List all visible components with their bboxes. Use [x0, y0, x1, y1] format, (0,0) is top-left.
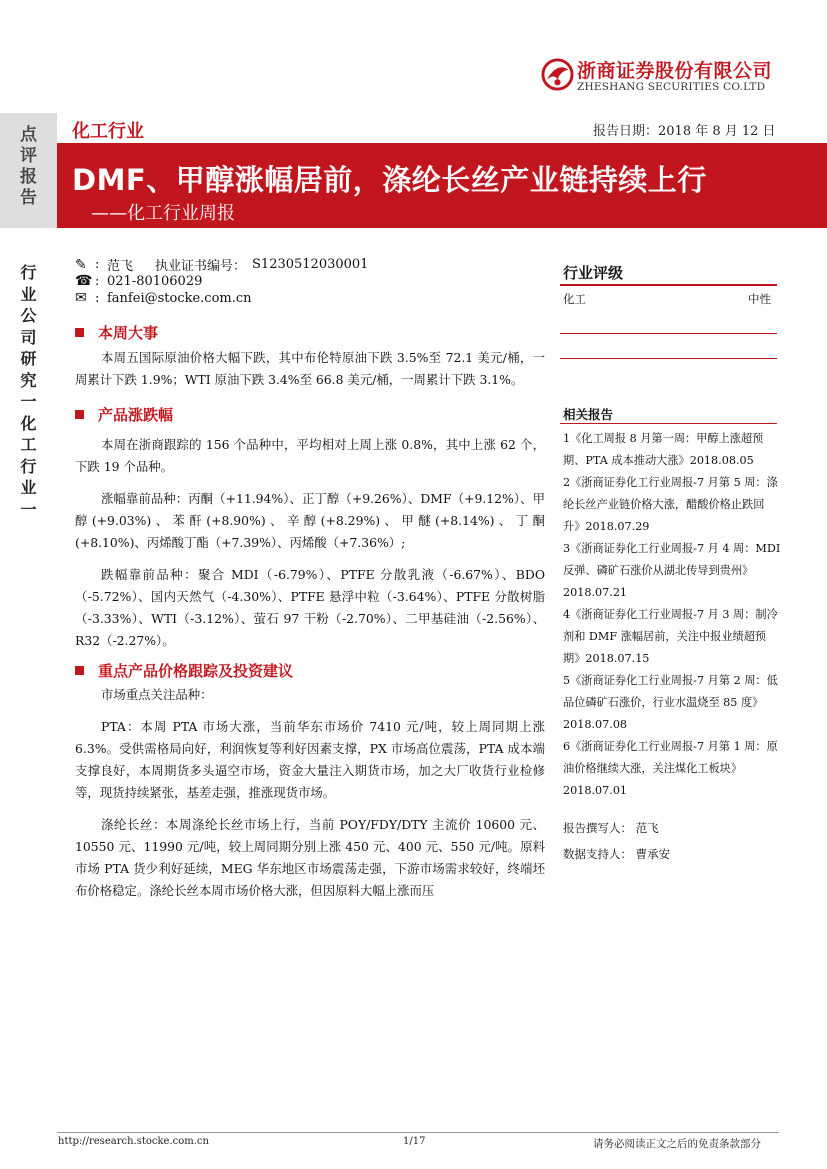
footer-url[interactable]: http://research.stocke.com.cn — [58, 1136, 209, 1147]
vertical-char: 业 — [20, 478, 37, 497]
divider — [560, 423, 777, 424]
company-name-en: ZHESHANG SECURITIES CO.LTD — [577, 81, 766, 93]
analyst-phone-row: ☎ : 021-80106029 — [75, 273, 203, 289]
vertical-char: 究 — [20, 370, 37, 390]
rating-industry: 化工 — [563, 292, 586, 306]
related-report-item[interactable]: 4《浙商证券化工行业周报-7 月 3 周：制冷剂和 DMF 涨幅居前，关注中报业绩超预期》2018.07.15 — [563, 608, 778, 665]
vertical-char: 点 — [20, 125, 37, 145]
vertical-char: 行 — [20, 263, 37, 282]
company-name-cn: 浙商证券股份有限公司 — [577, 60, 773, 82]
divider — [560, 333, 777, 334]
divider — [560, 358, 777, 359]
related-report-item[interactable]: 6《浙商证券化工行业周报-7 月第 1 周：原油价格继续大涨，关注煤化工板块》2018.07.01 — [563, 740, 778, 797]
paragraph: 跌幅靠前品种：聚合 MDI（-6.79%）、PTFE 分散乳液（-6.67%）、BDO（-5.72%）、国内天然气（-4.30%）、PTFE 悬浮中粒（-3.64%）、PTFE 分散树脂（-3.33%）、WTI（-3.12%）、萤石 97 干粉（-2.70%）、二甲基硅油（-2.56%）、R32（-2.27%）。 — [75, 567, 545, 648]
related-report-item[interactable]: 3《浙商证券化工行业周报-7 月 4 周：MDI 反弹、磷矿石涨价从湖北传导到贵州》2018.07.21 — [563, 542, 781, 599]
vertical-char: 研 — [20, 349, 37, 368]
report-type-label — [0, 125, 57, 209]
bullet-square-icon — [75, 666, 84, 675]
footer-divider — [57, 1132, 779, 1133]
rating-value: 中性 — [748, 292, 771, 306]
rating-title: 行业评级 — [563, 264, 624, 282]
category-label — [0, 262, 57, 520]
analyst-phone: 021-80106029 — [107, 273, 203, 289]
section-body-price-change — [75, 434, 545, 652]
mail-icon: ✉ — [75, 290, 87, 306]
related-reports-title: 相关报告 — [563, 407, 614, 422]
section-heading-weekly-events: 本周大事 — [75, 322, 158, 343]
section-heading-price-change: 产品涨跌幅 — [75, 404, 173, 425]
paragraph: 涤纶长丝：本周涤纶长丝市场上行，当前 POY/FDY/DTY 主流价 10600 元、10550 元、11990 元/吨，较上周同期分别上涨 450 元、400 元、550 元/吨。原料市场 PTA 货少利好延续，MEG 华东地区市场震荡走强，下游市场需求较好，终端坯布价格稳定。涤纶长丝本周市场价格大涨，但因原料大幅上涨而压 — [75, 817, 545, 898]
footer-disclaimer: 请务必阅读正文之后的免责条款部分 — [593, 1138, 761, 1150]
section-heading-key-products: 重点产品价格跟踪及投资建议 — [75, 660, 293, 681]
paragraph: 本周五国际原油价格大幅下跌，其中布伦特原油下跌 3.5%至 72.1 美元/桶，一周累计下跌 1.9%；WTI 原油下跌 3.4%至 66.8 美元/桶，一周累计下跌 3.1%。 — [75, 350, 545, 387]
bullet-square-icon — [75, 328, 84, 337]
vertical-char: 工 — [20, 435, 37, 454]
analyst-name: 范飞 — [107, 259, 134, 274]
page-number: 1/17 — [403, 1136, 426, 1147]
vertical-char: 化 — [20, 413, 37, 433]
report-type-strip — [0, 113, 57, 228]
paragraph: 本周在浙商跟踪的 156 个品种中，平均相对上周上涨 0.8%，其中上涨 62 个，下跌 19 个品种。 — [75, 437, 545, 474]
paragraph: PTA：本周 PTA 市场大涨，当前华东市场价 7410 元/吨，较上周同期上涨 6.3%。受供需格局向好，利润恢复等利好因素支撑，PX 市场高位震荡，PTA 成本端支撑良好，本周期货多头逼空市场，资金大量注入期货市场，加之大厂收货行业检修等，现货持续紧张，基差走强，推涨现货市场。 — [75, 719, 545, 800]
phone-icon: ☎ — [75, 273, 93, 289]
analyst-name-row: ✎ : 范飞 执业证书编号： S1230512030001 — [75, 256, 369, 274]
vertical-char: 告 — [20, 188, 37, 208]
industry-label: 化工行业 — [72, 121, 144, 142]
report-date: 报告日期：2018 年 8 月 12 日 — [593, 124, 776, 139]
related-reports-list — [563, 428, 781, 802]
vertical-char: 一 — [20, 392, 37, 411]
section-body-key-products — [75, 684, 545, 902]
cert-number: S1230512030001 — [252, 257, 369, 272]
paragraph: 市场重点关注品种： — [101, 687, 213, 702]
related-report-item[interactable]: 2《浙商证券化工行业周报-7 月第 5 周：涤纶长丝产业链价格大涨，醋酸价格止跌回升》2018.07.29 — [563, 476, 778, 533]
vertical-char: 一 — [20, 499, 37, 519]
vertical-char: 行 — [20, 456, 37, 476]
vertical-char: 报 — [20, 167, 37, 187]
vertical-char: 司 — [20, 327, 37, 347]
section-body-weekly-events — [75, 347, 545, 391]
data-supporter: 数据支持人： 曹承安 — [563, 847, 671, 861]
paragraph: 涨幅靠前品种：丙酮（+11.94%）、正丁醇（+9.26%）、DMF（+9.12%）、甲醇(+9.03%)、苯酐(+8.90%)、辛醇(+8.29%)、甲醚(+8.14%)、丁酮(+8.10%)、丙烯酸丁酯（+7.39%）、丙烯酸（+7.36%）; — [75, 491, 545, 550]
bullet-square-icon — [75, 410, 84, 419]
report-title: DMF、甲醇涨幅居前，涤纶长丝产业链持续上行 — [72, 163, 707, 197]
report-subtitle: ——化工行业周报 — [91, 203, 235, 224]
report-writer: 报告撰写人： 范飞 — [563, 821, 659, 835]
pen-icon: ✎ — [75, 256, 87, 273]
vertical-char: 业 — [20, 284, 37, 304]
cert-label: 执业证书编号： — [155, 259, 247, 274]
analyst-email-row: ✉ : fanfei@stocke.com.cn — [75, 290, 252, 306]
company-logo-icon — [541, 58, 574, 91]
divider — [560, 284, 777, 286]
related-report-item[interactable]: 1《化工周报 8 月第一周：甲醇上涨超预期、PTA 成本推动大涨》2018.08.05 — [563, 432, 764, 467]
related-report-item[interactable]: 5《浙商证券化工行业周报-7 月第 2 周：低品位磷矿石涨价，行业水温烧至 85 度》2018.07.08 — [563, 674, 778, 731]
analyst-email[interactable]: fanfei@stocke.com.cn — [107, 290, 252, 306]
vertical-char: 评 — [20, 146, 37, 166]
vertical-char: 公 — [20, 306, 37, 325]
category-strip — [0, 228, 57, 1108]
